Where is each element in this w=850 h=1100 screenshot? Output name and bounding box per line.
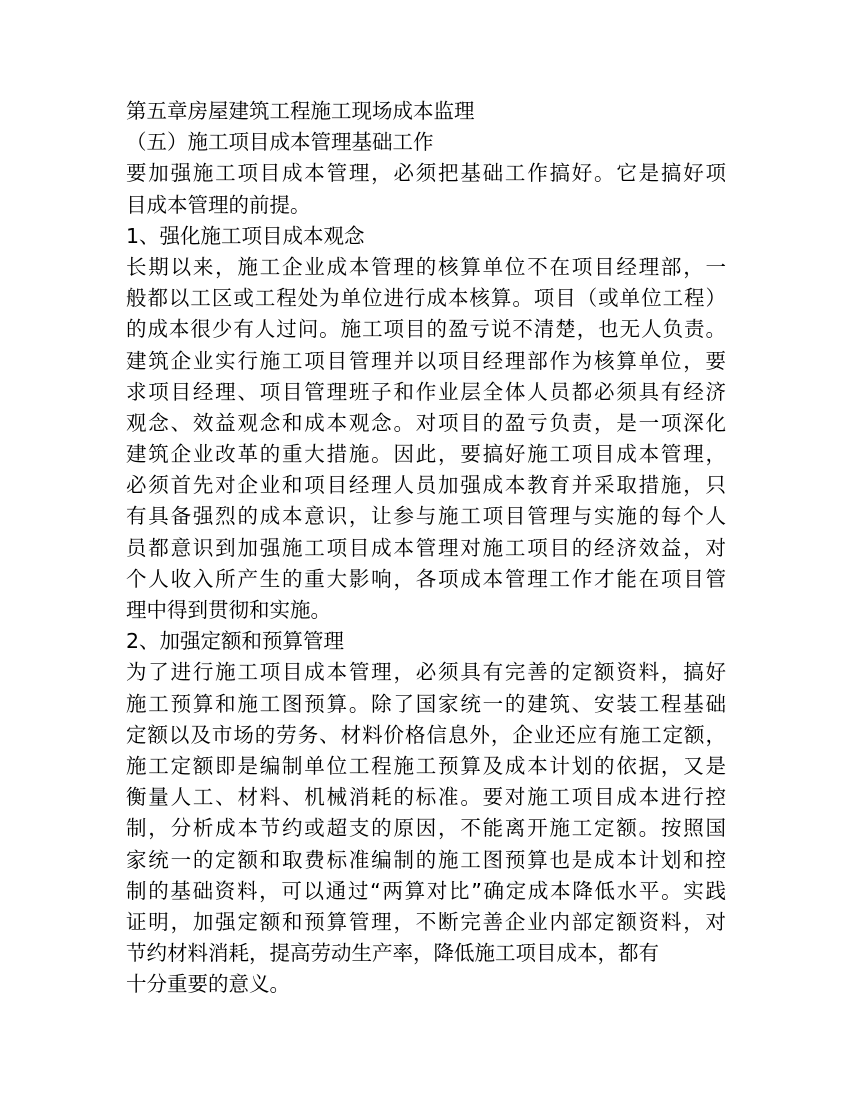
- paragraph-line: 施工定额即是编制单位工程施工预算及成本计划的依据，又是: [126, 753, 726, 778]
- paragraph-line: 目成本管理的前提。: [126, 192, 311, 217]
- paragraph-line: 观念、效益观念和成本观念。对项目的盈亏负责，是一项深化: [126, 410, 726, 435]
- paragraph-line: 长期以来，施工企业成本管理的核算单位不在项目经理部，一: [126, 254, 726, 279]
- paragraph-line: 十分重要的意义。: [126, 972, 290, 997]
- paragraph-line: 制，分析成本节约或超支的原因，不能离开施工定额。按照国: [126, 816, 726, 841]
- paragraph-line: 证明，加强定额和预算管理，不断完善企业内部定额资料，对: [126, 909, 726, 934]
- section-title: （五）施工项目成本管理基础工作: [126, 130, 434, 155]
- paragraph-line: 要加强施工项目成本管理，必须把基础工作搞好。它是搞好项: [126, 161, 726, 186]
- paragraph-line: 般都以工区或工程处为单位进行成本核算。项目（或单位工程）: [126, 286, 726, 311]
- subsection-title: 2、加强定额和预算管理: [126, 629, 345, 654]
- paragraph-line: 理中得到贯彻和实施。: [126, 598, 331, 622]
- paragraph-line: 为了进行施工项目成本管理，必须具有完善的定额资料，搞好: [126, 660, 726, 685]
- paragraph-line: 有具备强烈的成本意识，让参与施工项目管理与实施的每个人: [126, 504, 726, 529]
- paragraph-line: 施工预算和施工图预算。除了国家统一的建筑、安装工程基础: [126, 691, 726, 716]
- document-page: [126, 96, 726, 1000]
- paragraph-line: 衡量人工、材料、机械消耗的标准。要对施工项目成本进行控: [126, 785, 726, 810]
- paragraph-line: 员都意识到加强施工项目成本管理对施工项目的经济效益，对: [126, 535, 726, 560]
- paragraph-line: 定额以及市场的劳务、材料价格信息外，企业还应有施工定额，: [126, 722, 726, 747]
- paragraph-line: 个人收入所产生的重大影响，各项成本管理工作才能在项目管: [126, 566, 726, 591]
- chapter-title: 第五章房屋建筑工程施工现场成本监理: [126, 99, 475, 123]
- paragraph-line: 求项目经理、项目管理班子和作业层全体人员都必须具有经济: [126, 379, 726, 404]
- paragraph-line: 节约材料消耗，提高劳动生产率，降低施工项目成本，都有: [126, 941, 659, 966]
- subsection-title: 1、强化施工项目成本观念: [126, 223, 365, 248]
- paragraph-line: 建筑企业实行施工项目管理并以项目经理部作为核算单位，要: [126, 348, 726, 373]
- paragraph-line: 建筑企业改革的重大措施。因此，要搞好施工项目成本管理，: [126, 442, 726, 467]
- paragraph-line: 的成本很少有人过问。施工项目的盈亏说不清楚，也无人负责。: [126, 317, 726, 342]
- paragraph-line: 制的基础资料，可以通过“两算对比”确定成本降低水平。实践: [126, 878, 726, 903]
- paragraph-line: 家统一的定额和取费标准编制的施工图预算也是成本计划和控: [126, 847, 726, 872]
- paragraph-line: 必须首先对企业和项目经理人员加强成本教育并采取措施，只: [126, 473, 726, 498]
